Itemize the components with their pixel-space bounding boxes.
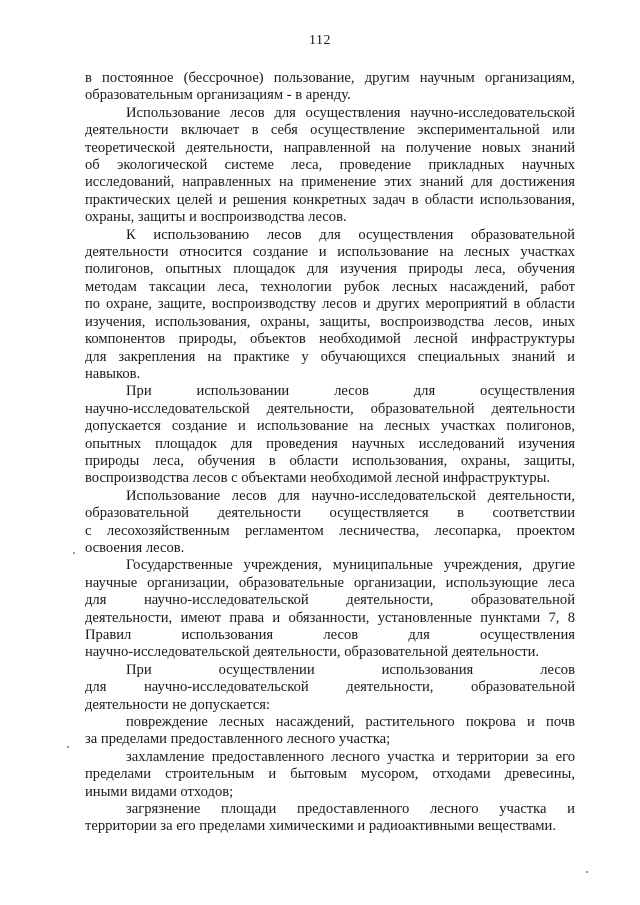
text-line: научно-исследовательской деятельности, образовательной деятельности. xyxy=(85,644,540,661)
text-line: К использованию лесов для осуществления образовательной xyxy=(126,226,575,243)
text-line: по охране, защите, воспроизводству лесов и других мероприятий в области xyxy=(85,296,575,313)
text-line: полигонов, опытных площадок для изучения природы леса, обучения xyxy=(85,261,575,278)
text-line: образовательной деятельности осуществляется в соответствии xyxy=(85,505,575,522)
text-line: для научно-исследовательской деятельности, образовательной xyxy=(85,679,575,696)
text-line: повреждение лесных насаждений, растительного покрова и почв xyxy=(126,714,575,731)
text-line: научно-исследовательской деятельности, образовательной деятельности xyxy=(85,400,575,417)
document-body xyxy=(85,70,575,836)
text-line: деятельности не допускается: xyxy=(85,696,271,713)
text-line: навыков. xyxy=(85,365,141,382)
text-line: охраны, защиты и воспроизводства лесов. xyxy=(85,209,347,226)
text-line: об экологической системе леса, проведение прикладных научных xyxy=(85,157,575,174)
text-line: теоретической деятельности, направленной на получение новых знаний xyxy=(85,139,575,156)
text-line: деятельности относится создание и использование на лесных участках xyxy=(85,244,575,261)
text-line: допускается создание и использование на лесных участках полигонов, xyxy=(85,418,575,435)
scan-speck xyxy=(586,871,588,873)
text-line: компонентов природы, объектов необходимой лесной инфраструктуры xyxy=(85,331,575,348)
text-line: территории за его пределами химическими и радиоактивными веществами. xyxy=(85,818,557,835)
text-line: Правил использования лесов для осуществления xyxy=(85,627,575,643)
text-line: природы леса, обучения в области использования, охраны, защиты, xyxy=(85,452,575,469)
text-line: практических целей и решения конкретных задач в области использования, xyxy=(85,191,575,208)
text-line: для закрепления на практике у обучающихся специальных знаний и xyxy=(85,348,575,365)
text-line: Использование лесов для научно-исследовательской деятельности, xyxy=(126,487,575,504)
text-line: деятельности включает в себя осуществление экспериментальной или xyxy=(85,122,575,139)
text-line: пределами строительным и бытовым мусором, отходами древесины, xyxy=(85,766,575,783)
text-line: с лесохозяйственным регламентом лесничества, лесопарка, проектом xyxy=(85,522,575,539)
text-line: деятельности, имеют права и обязанности, установленные пунктами 7, 8 xyxy=(85,609,575,626)
text-line: методам таксации леса, технологии рубок лесных насаждений, работ xyxy=(85,278,575,295)
text-line: При осуществлении использования лесов xyxy=(126,661,575,678)
text-line: иными видами отходов; xyxy=(85,783,234,800)
text-line: захламление предоставленного лесного участка и территории за его xyxy=(126,748,575,765)
text-line: опытных площадок для проведения научных исследований изучения xyxy=(85,435,575,452)
text-line: изучения, использования, охраны, защиты, воспроизводства лесов, иных xyxy=(85,313,575,330)
scan-speck xyxy=(67,746,69,748)
text-line: в постоянное (бессрочное) пользование, другим научным организациям, xyxy=(85,70,575,86)
text-line: для научно-исследовательской деятельности, образовательной xyxy=(85,592,575,609)
text-line: за пределами предоставленного лесного участка; xyxy=(85,731,391,748)
text-line: исследований, направленных на применение этих знаний для достижения xyxy=(85,174,575,191)
text-line: Государственные учреждения, муниципальные учреждения, другие xyxy=(126,557,575,574)
text-line: освоения лесов. xyxy=(85,539,185,556)
text-line: образовательным организациям - в аренду. xyxy=(85,87,351,104)
text-line: Использование лесов для осуществления научно-исследовательской xyxy=(126,104,575,121)
text-line: загрязнение площади предоставленного лесного участка и xyxy=(126,801,575,818)
page-number: 112 xyxy=(309,33,331,48)
text-line: воспроизводства лесов с объектами необходимой лесной инфраструктуры. xyxy=(85,470,551,487)
text-line: При использовании лесов для осуществления xyxy=(126,383,575,400)
text-line: научные организации, образовательные организации, использующие леса xyxy=(85,574,575,591)
scan-speck xyxy=(73,552,75,554)
